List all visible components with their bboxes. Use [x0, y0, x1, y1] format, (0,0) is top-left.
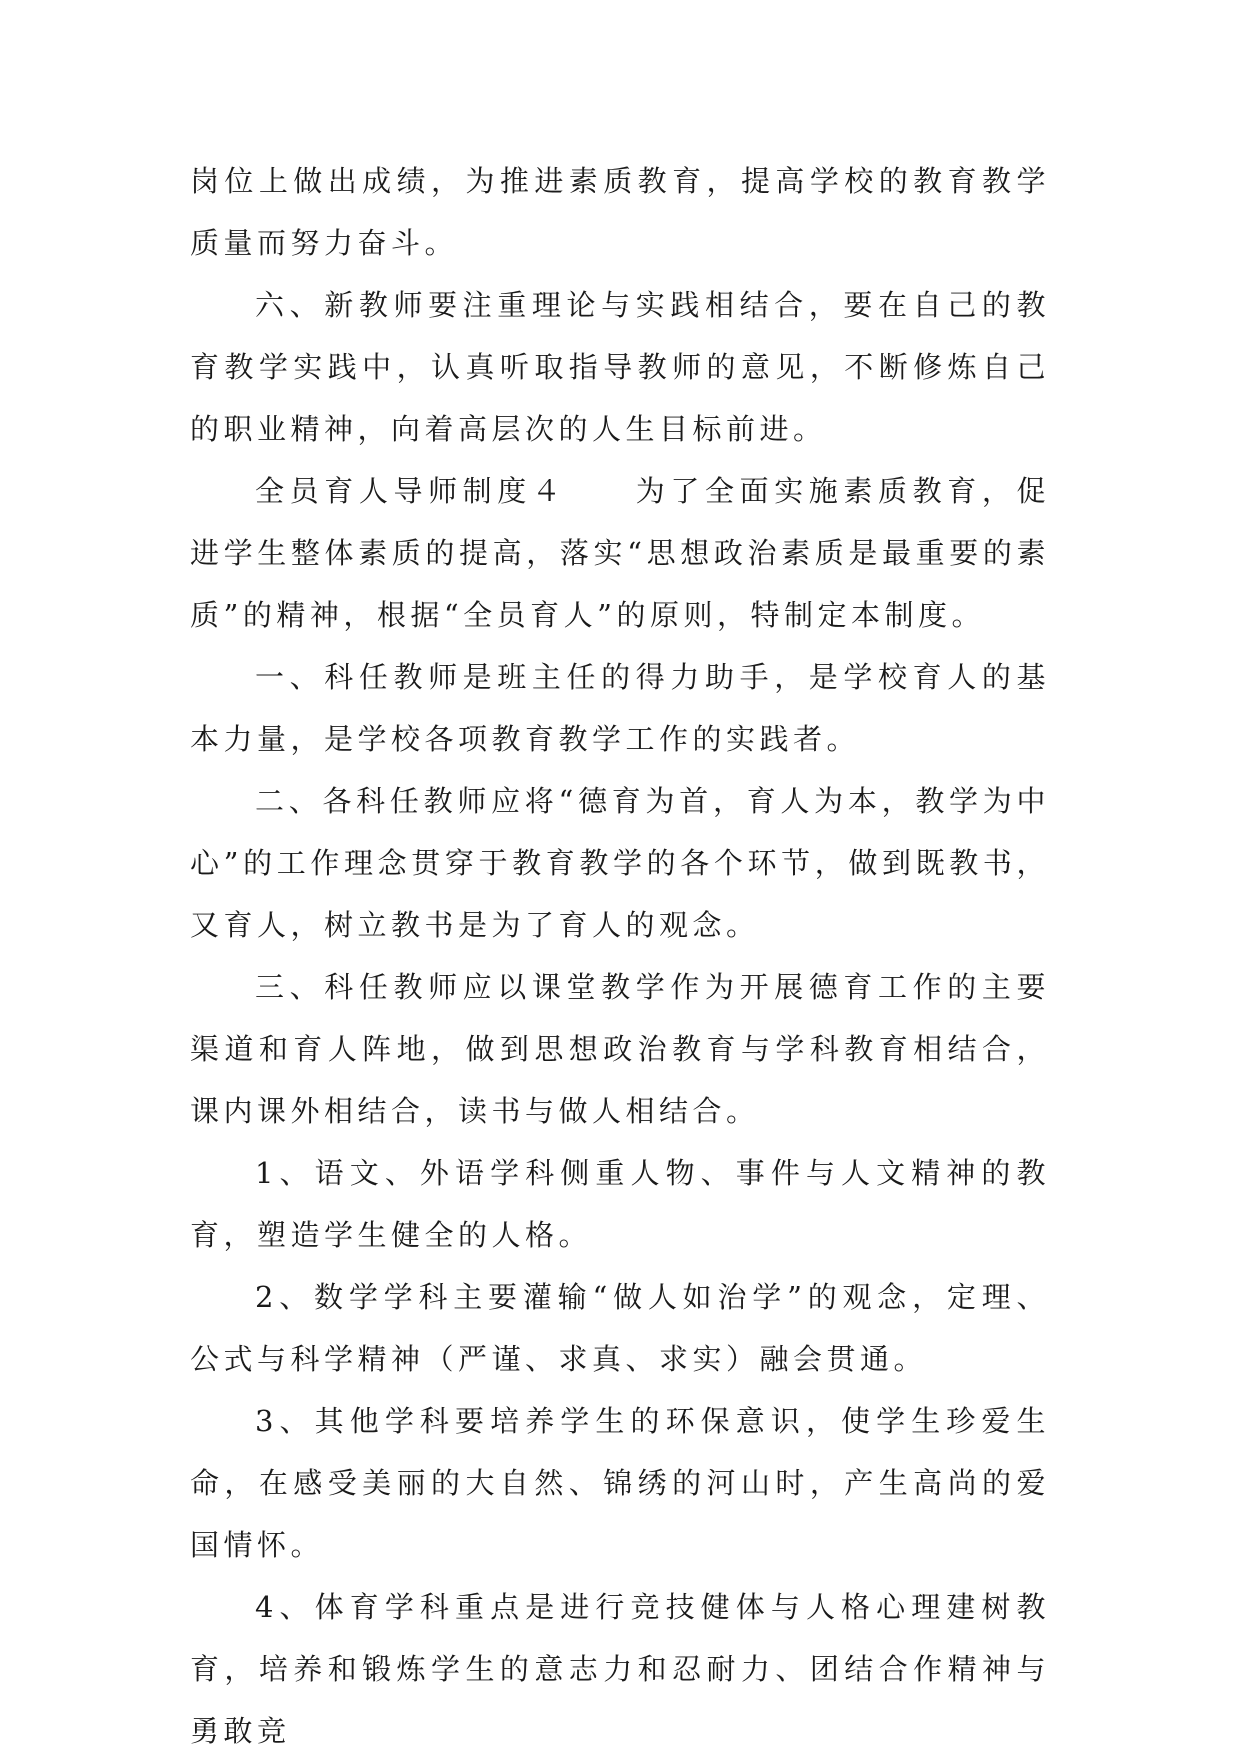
paragraph-item-one: 一、科任教师是班主任的得力助手，是学校育人的基本力量，是学校各项教育教学工作的实践者。: [190, 660, 1050, 756]
paragraph-subitem-3: 3、其他学科要培养学生的环保意识，使学生珍爱生命，在感受美丽的大自然、锦绣的河山时，产生高尚的爱国情怀。: [190, 1404, 1050, 1562]
paragraph-subitem-4: 4、体育学科重点是进行竞技健体与人格心理建树教育，培养和锻炼学生的意志力和忍耐力、团结合作精神与勇敢竞: [190, 1590, 1050, 1748]
paragraph-system-intro: 全员育人导师制度４ 为了全面实施素质教育，促进学生整体素质的提高，落实“思想政治素质是最重要的素质”的精神，根据“全员育人”的原则，特制定本制度。: [190, 474, 1050, 632]
paragraph-item-three: 三、科任教师应以课堂教学作为开展德育工作的主要渠道和育人阵地，做到思想政治教育与学科教育相结合，课内课外相结合，读书与做人相结合。: [190, 970, 1050, 1128]
document-body: [190, 150, 1050, 1762]
paragraph-continuation: 岗位上做出成绩，为推进素质教育，提高学校的教育教学质量而努力奋斗。: [190, 164, 1050, 260]
paragraph-subitem-1: 1、语文、外语学科侧重人物、事件与人文精神的教育，塑造学生健全的人格。: [190, 1156, 1050, 1252]
paragraph-item-two: 二、各科任教师应将“德育为首，育人为本，教学为中心”的工作理念贯穿于教育教学的各个环节，做到既教书，又育人，树立教书是为了育人的观念。: [190, 784, 1050, 942]
paragraph-subitem-2: 2、数学学科主要灌输“做人如治学”的观念，定理、公式与科学精神（严谨、求真、求实）融会贯通。: [190, 1280, 1050, 1376]
paragraph-item-six: 六、新教师要注重理论与实践相结合，要在自己的教育教学实践中，认真听取指导教师的意见，不断修炼自己的职业精神，向着高层次的人生目标前进。: [190, 288, 1050, 446]
